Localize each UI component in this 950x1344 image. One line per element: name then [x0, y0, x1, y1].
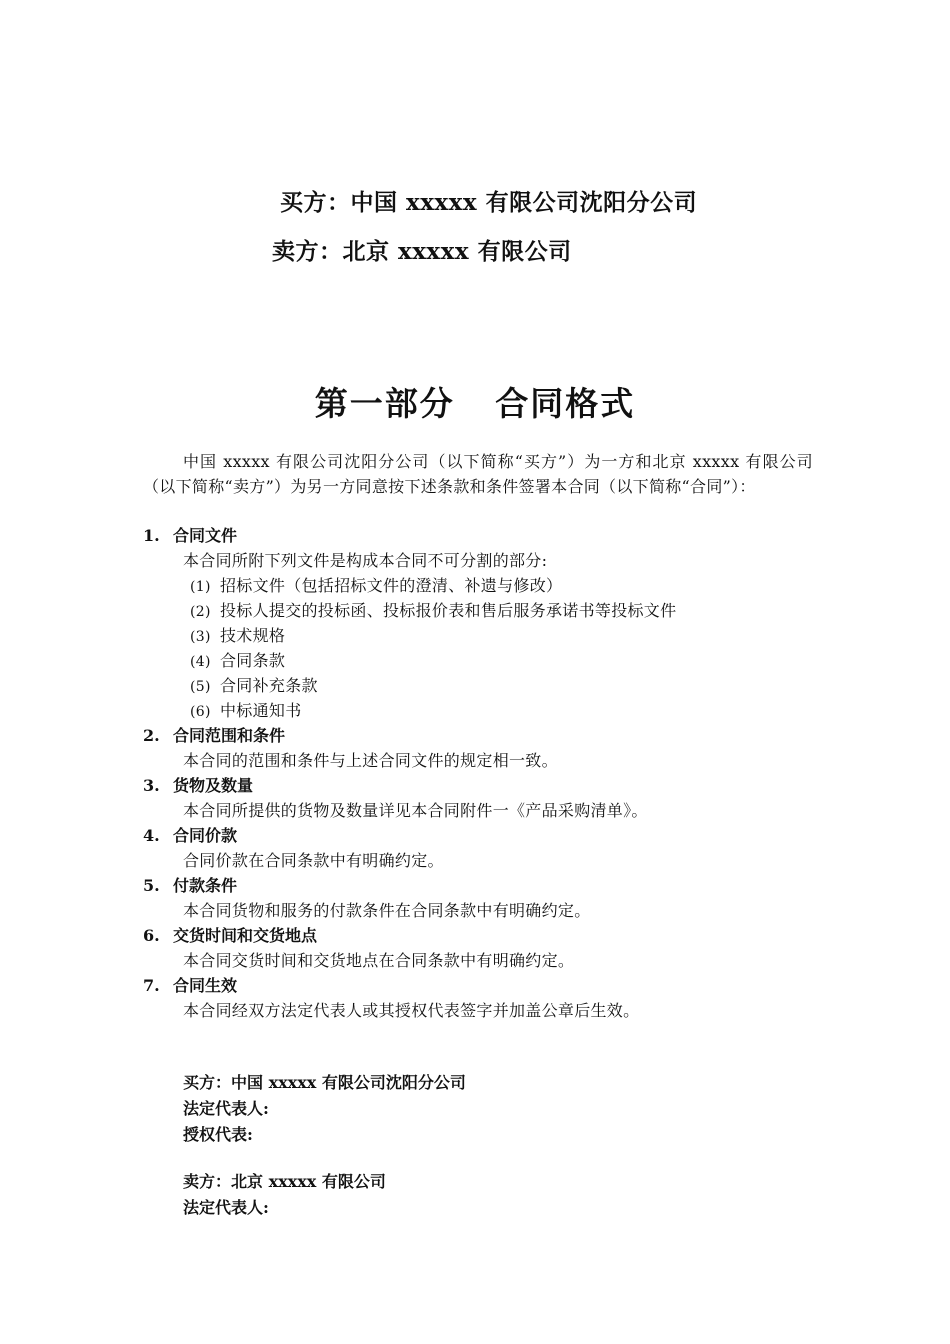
buyer-party-name: 买方：中国 xxxxx 有限公司沈阳分公司 — [183, 1073, 466, 1092]
section-title-payment — [143, 873, 843, 898]
section-title-delivery — [143, 923, 843, 948]
document-title: 第一部分 合同格式 — [314, 384, 636, 423]
section-body-effectiveness: 本合同经双方法定代表人或其授权代表签字并加盖公章后生效。 — [183, 1001, 640, 1020]
buyer-header: 买方：中国 xxxxx 有限公司沈阳分公司 — [280, 189, 698, 216]
list-item-text: 投标人提交的投标函、投标报价表和售后服务承诺书等投标文件 — [220, 601, 677, 620]
list-item — [143, 673, 843, 698]
seller-signature-block — [183, 1169, 386, 1221]
section-body-documents: 本合同所附下列文件是构成本合同不可分割的部分: — [183, 551, 548, 570]
section-title-effectiveness — [143, 973, 843, 998]
list-item-number: (4) — [190, 654, 211, 670]
list-item — [143, 573, 843, 598]
section-heading: 货物及数量 — [173, 776, 254, 795]
section-heading: 付款条件 — [173, 876, 238, 895]
section-body-payment: 本合同货物和服务的付款条件在合同条款中有明确约定。 — [183, 901, 591, 920]
contract-sections — [143, 523, 843, 1023]
list-item-text: 技术规格 — [220, 626, 286, 645]
section-heading: 合同文件 — [173, 526, 238, 545]
list-item-text: 中标通知书 — [220, 701, 302, 720]
section-number: 1. — [143, 526, 160, 545]
section-heading: 合同价款 — [173, 826, 238, 845]
section-number: 5. — [143, 876, 160, 895]
section-heading: 交货时间和交货地点 — [173, 926, 318, 945]
intro-paragraph: 中国 xxxxx 有限公司沈阳分公司（以下简称“买方”）为一方和北京 xxxxx 有限公司（以下简称“卖方”）为另一方同意按下述条款和条件签署本合同（以下简称“合同”）： — [143, 452, 813, 496]
section-heading: 合同范围和条件 — [173, 726, 286, 745]
section-title-documents — [143, 523, 843, 548]
list-item-text: 招标文件（包括招标文件的澄清、补遗与修改） — [220, 576, 563, 595]
list-item-number: (5) — [190, 679, 211, 695]
list-item-number: (6) — [190, 704, 211, 720]
buyer-signature-block — [183, 1070, 466, 1148]
section-body-goods: 本合同所提供的货物及数量详见本合同附件一《产品采购清单》。 — [183, 801, 648, 820]
list-item-text: 合同条款 — [220, 651, 286, 670]
section-heading: 合同生效 — [173, 976, 238, 995]
list-item — [143, 623, 843, 648]
section-number: 3. — [143, 776, 160, 795]
section-body-price: 合同价款在合同条款中有明确约定。 — [183, 851, 444, 870]
section-title-goods — [143, 773, 843, 798]
section-number: 2. — [143, 726, 160, 745]
seller-header: 卖方：北京 xxxxx 有限公司 — [272, 238, 572, 265]
seller-party-name: 卖方：北京 xxxxx 有限公司 — [183, 1172, 386, 1191]
list-item — [143, 698, 843, 723]
list-item-number: (1) — [190, 579, 211, 595]
section-body-delivery: 本合同交货时间和交货地点在合同条款中有明确约定。 — [183, 951, 575, 970]
buyer-authorized-representative: 授权代表: — [183, 1125, 253, 1144]
list-item — [143, 598, 843, 623]
section-number: 7. — [143, 976, 160, 995]
section-title-scope — [143, 723, 843, 748]
list-item-number: (2) — [190, 604, 211, 620]
list-item-text: 合同补充条款 — [220, 676, 318, 695]
buyer-legal-representative: 法定代表人: — [183, 1099, 269, 1118]
section-title-price — [143, 823, 843, 848]
section-body-scope: 本合同的范围和条件与上述合同文件的规定相一致。 — [183, 751, 558, 770]
list-item — [143, 648, 843, 673]
section-number: 4. — [143, 826, 160, 845]
seller-legal-representative: 法定代表人: — [183, 1198, 269, 1217]
section-number: 6. — [143, 926, 160, 945]
list-item-number: (3) — [190, 629, 211, 645]
